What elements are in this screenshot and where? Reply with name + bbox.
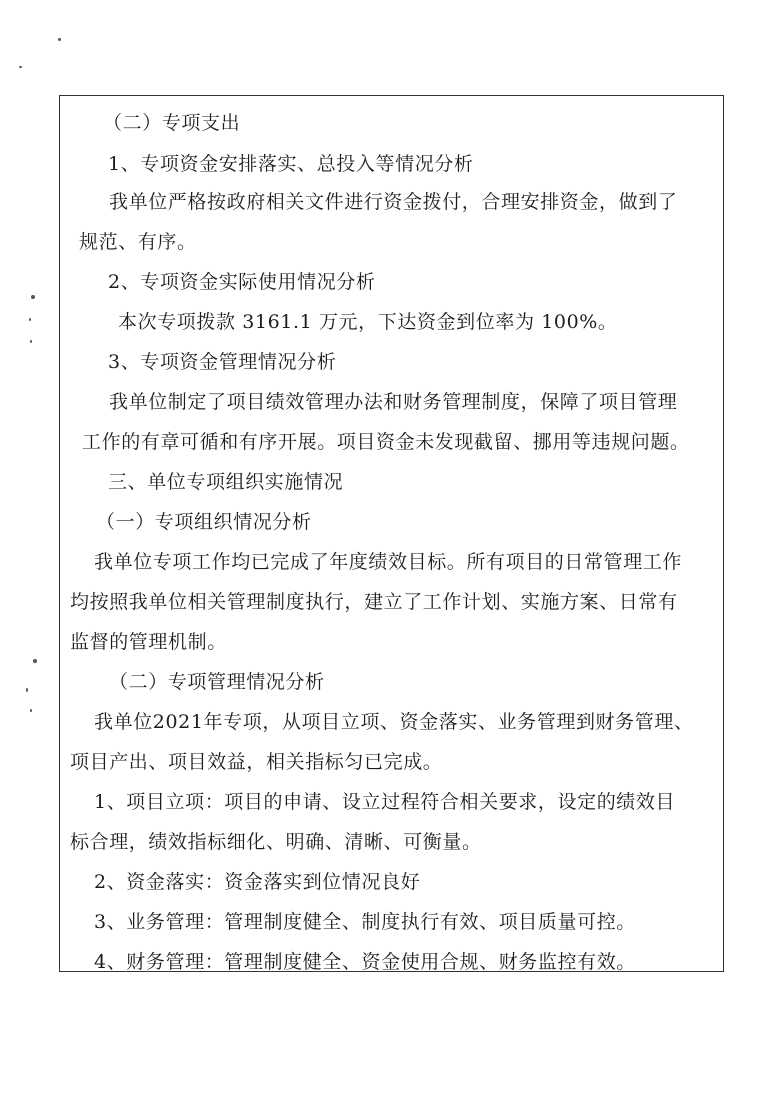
scan-speck: [58, 38, 61, 41]
paragraph-line: 本次专项拨款 3161.1 万元，下达资金到位率为 100%。: [118, 311, 618, 333]
subheading-management-analysis: （二）专项管理情况分析: [109, 671, 325, 693]
paragraph-line: 规范、有序。: [79, 231, 197, 253]
scan-speck: [30, 709, 32, 712]
scan-speck: [19, 66, 22, 68]
list-item-business-management: 3、业务管理：管理制度健全、制度执行有效、项目质量可控。: [94, 911, 636, 933]
scan-speck: [31, 295, 35, 299]
list-item-financial-management: 4、财务管理：管理制度健全、资金使用合规、财务监控有效。: [94, 951, 636, 973]
paragraph-line: 工作的有章可循和有序开展。项目资金未发现截留、挪用等违规问题。: [82, 431, 690, 453]
subheading-arrangement: 1、专项资金安排落实、总投入等情况分析: [108, 153, 474, 175]
paragraph-line: 我单位2021年专项，从项目立项、资金落实、业务管理到财务管理、: [94, 711, 694, 733]
scan-speck: [26, 688, 28, 692]
scan-speck: [33, 659, 37, 663]
paragraph-line: 标合理，绩效指标细化、明确、清晰、可衡量。: [70, 831, 482, 853]
paragraph-line: 我单位专项工作均已完成了年度绩效目标。所有项目的日常管理工作: [94, 551, 683, 573]
list-item-project-approval: 1、项目立项：项目的申请、设立过程符合相关要求，设定的绩效目: [94, 791, 676, 813]
paragraph-line: 项目产出、项目效益，相关指标匀已完成。: [70, 751, 443, 773]
subheading-management: 3、专项资金管理情况分析: [108, 351, 337, 373]
scan-speck: [30, 340, 32, 343]
paragraph-line: 监督的管理机制。: [70, 631, 227, 653]
subheading-organization-analysis: （一）专项组织情况分析: [96, 511, 312, 533]
paragraph-line: 均按照我单位相关管理制度执行，建立了工作计划、实施方案、日常有: [70, 591, 678, 613]
section-heading-special-expenditure: （二）专项支出: [103, 112, 241, 134]
paragraph-line: 我单位严格按政府相关文件进行资金拨付，合理安排资金，做到了: [109, 191, 678, 213]
subheading-usage: 2、专项资金实际使用情况分析: [108, 271, 376, 293]
scan-speck: [29, 318, 31, 321]
section-heading-organization: 三、单位专项组织实施情况: [108, 471, 344, 493]
paragraph-line: 我单位制定了项目绩效管理办法和财务管理制度，保障了项目管理: [109, 391, 678, 413]
list-item-funding: 2、资金落实：资金落实到位情况良好: [94, 871, 421, 893]
